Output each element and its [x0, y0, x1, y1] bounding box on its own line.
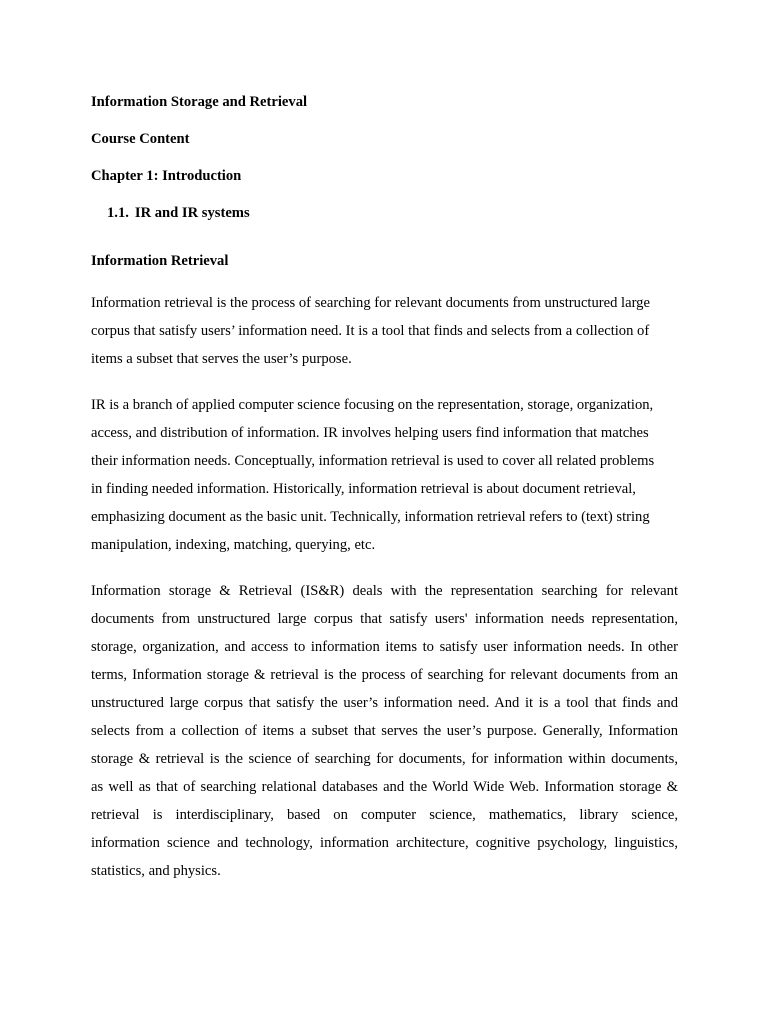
subheading-information-retrieval: Information Retrieval	[91, 253, 229, 269]
chapter-heading: Chapter 1: Introduction	[91, 168, 242, 184]
paragraph-line: storage & retrieval is the science of searching for documents, for information within documents,	[91, 751, 678, 767]
paragraph-line: terms, Information storage & retrieval is the process of searching for relevant documents from an	[91, 667, 678, 683]
document-page	[91, 92, 678, 903]
paragraph-line: storage, organization, and access to information items to satisfy user information needs. In other	[91, 639, 678, 655]
paragraph-line: retrieval is interdisciplinary, based on computer science, mathematics, library science,	[91, 807, 678, 823]
paragraph-line: access, and distribution of information. IR involves helping users find information that matches	[91, 425, 649, 441]
paragraph-3	[91, 577, 678, 885]
paragraph-line: their information needs. Conceptually, information retrieval is used to cover all related problems	[91, 453, 655, 469]
paragraph-line: items a subset that serves the user’s purpose.	[91, 351, 352, 367]
paragraph-line: manipulation, indexing, matching, querying, etc.	[91, 537, 376, 553]
paragraph-2	[91, 391, 678, 559]
paragraph-line: statistics, and physics.	[91, 863, 221, 879]
course-content-heading: Course Content	[91, 131, 190, 147]
paragraph-line: as well as that of searching relational databases and the World Wide Web. Information storage &	[91, 779, 678, 795]
paragraph-line: information science and technology, information architecture, cognitive psychology, linguistics,	[91, 835, 678, 851]
paragraph-line: in finding needed information. Historically, information retrieval is about document retrieval,	[91, 481, 636, 497]
document-title: Information Storage and Retrieval	[91, 94, 308, 110]
paragraph-line: Information storage & Retrieval (IS&R) deals with the representation searching for relevant	[91, 583, 678, 599]
paragraph-line: IR is a branch of applied computer science focusing on the representation, storage, organization,	[91, 397, 654, 413]
paragraph-line: documents from unstructured large corpus that satisfy users' information needs representation,	[91, 611, 678, 627]
section-title: IR and IR systems	[134, 205, 250, 221]
paragraph-line: emphasizing document as the basic unit. Technically, information retrieval refers to (text) string	[91, 509, 650, 525]
paragraph-line: Information retrieval is the process of searching for relevant documents from unstructured large	[91, 295, 650, 311]
section-heading	[91, 203, 678, 223]
paragraph-line: selects from a collection of items a subset that serves the user’s purpose. Generally, Information	[91, 723, 678, 739]
paragraph-line: unstructured large corpus that satisfy the user’s information need. And it is a tool that finds and	[91, 695, 678, 711]
section-number: 1.1.	[107, 205, 129, 221]
paragraph-1	[91, 289, 678, 373]
paragraph-line: corpus that satisfy users’ information need. It is a tool that finds and selects from a collection of	[91, 323, 650, 339]
